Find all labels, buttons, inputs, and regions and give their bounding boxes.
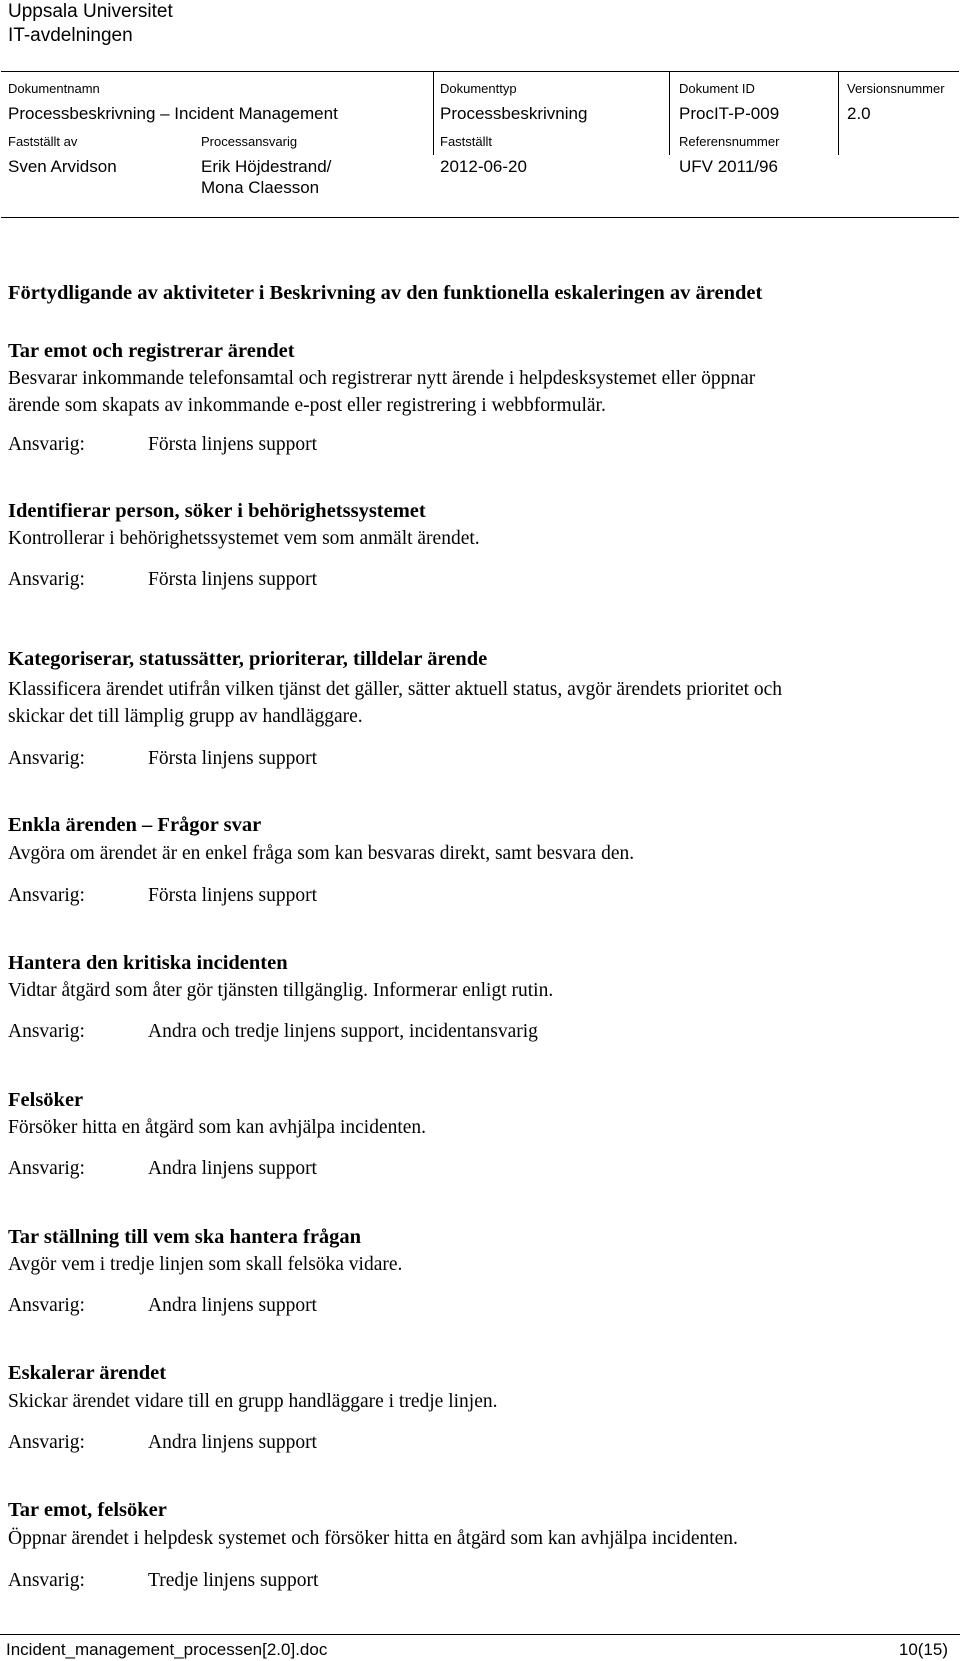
org-name: Uppsala Universitet xyxy=(8,1,173,22)
dokument-id-value: ProcIT-P-009 xyxy=(679,104,780,123)
section-heading: Eskalerar ärendet xyxy=(8,1362,167,1384)
document-metadata-table xyxy=(1,71,959,218)
section-heading: Kategoriserar, statussätter, prioriterar, tilldelar ärende xyxy=(8,648,488,670)
responsible-label: Ansvarig: xyxy=(8,434,85,455)
processansvarig-value-1: Erik Höjdestrand/ xyxy=(201,157,332,176)
footer-page-number: 10(15) xyxy=(898,1640,948,1659)
responsible-label: Ansvarig: xyxy=(8,1158,85,1179)
field-label: Referensnummer xyxy=(679,134,780,149)
section-body-line: Besvarar inkommande telefonsamtal och registrerar nytt ärende i helpdesksystemet eller öppnar xyxy=(8,368,756,389)
responsible-value: Första linjens support xyxy=(148,885,317,906)
section-heading: Enkla ärenden – Frågor svar xyxy=(8,814,262,836)
responsible-value: Andra linjens support xyxy=(148,1295,317,1316)
column-divider xyxy=(433,72,434,155)
section-body-line: ärende som skapats av inkommande e-post eller registrering i webbformulär. xyxy=(8,395,606,416)
dokumentnamn-value: Processbeskrivning – Incident Management xyxy=(8,104,338,123)
section-body-line: Öppnar ärendet i helpdesk systemet och försöker hitta en åtgärd som kan avhjälpa incidenten. xyxy=(8,1528,738,1549)
responsible-value: Första linjens support xyxy=(148,748,317,769)
responsible-label: Ansvarig: xyxy=(8,1432,85,1453)
field-label: Dokument ID xyxy=(679,81,755,96)
field-label: Fastställt xyxy=(440,134,493,149)
section-body-line: Skickar ärendet vidare till en grupp handläggare i tredje linjen. xyxy=(8,1391,498,1412)
page-footer xyxy=(0,1634,960,1661)
section-body-line: Vidtar åtgärd som åter gör tjänsten tillgänglig. Informerar enligt rutin. xyxy=(8,980,554,1001)
footer-filename: Incident_management_processen[2.0].doc xyxy=(6,1640,328,1659)
section-heading: Tar emot och registrerar ärendet xyxy=(8,340,295,362)
responsible-value: Andra och tredje linjens support, incidentansvarig xyxy=(148,1021,538,1042)
section-heading: Identifierar person, söker i behörighetssystemet xyxy=(8,500,426,522)
responsible-label: Ansvarig: xyxy=(8,1570,85,1591)
section-body-line: skickar det till lämplig grupp av handläggare. xyxy=(8,706,363,727)
responsible-label: Ansvarig: xyxy=(8,885,85,906)
column-divider xyxy=(669,72,670,155)
section-body-line: Försöker hitta en åtgärd som kan avhjälpa incidenten. xyxy=(8,1117,427,1138)
section-body-line: Klassificera ärendet utifrån vilken tjänst det gäller, sätter aktuell status, avgör ärendets prioritet och xyxy=(8,679,783,700)
responsible-value: Första linjens support xyxy=(148,434,317,455)
section-body-line: Avgöra om ärendet är en enkel fråga som kan besvaras direkt, samt besvara den. xyxy=(8,843,635,864)
referensnummer-value: UFV 2011/96 xyxy=(679,157,778,176)
field-dokumentnamn xyxy=(8,81,100,96)
field-label: Versionsnummer xyxy=(847,81,945,96)
document-title: Förtydligande av aktiviteter i Beskrivning av den funktionella eskaleringen av ärendet xyxy=(8,282,763,304)
dokumenttyp-value: Processbeskrivning xyxy=(440,104,588,123)
faststallt-av-value: Sven Arvidson xyxy=(8,157,117,176)
field-label: Dokumentnamn xyxy=(8,81,100,96)
responsible-value: Första linjens support xyxy=(148,569,317,590)
section-heading: Tar emot, felsöker xyxy=(8,1499,167,1521)
field-label: Processansvarig xyxy=(201,134,298,149)
processansvarig-value-2: Mona Claesson xyxy=(201,178,320,197)
section-heading: Hantera den kritiska incidenten xyxy=(8,952,288,974)
responsible-label: Ansvarig: xyxy=(8,748,85,769)
responsible-label: Ansvarig: xyxy=(8,1295,85,1316)
responsible-value: Andra linjens support xyxy=(148,1158,317,1179)
responsible-value: Andra linjens support xyxy=(148,1432,317,1453)
section-heading: Felsöker xyxy=(8,1089,84,1111)
responsible-label: Ansvarig: xyxy=(8,1021,85,1042)
section-heading: Tar ställning till vem ska hantera frågan xyxy=(8,1226,362,1248)
column-divider xyxy=(838,72,839,155)
field-label: Dokumenttyp xyxy=(440,81,517,96)
department-name: IT-avdelningen xyxy=(8,25,133,46)
responsible-value: Tredje linjens support xyxy=(148,1570,319,1591)
organization-header xyxy=(8,0,173,48)
field-label: Fastställt av xyxy=(8,134,78,149)
section-body-line: Avgör vem i tredje linjen som skall felsöka vidare. xyxy=(8,1254,403,1275)
faststallt-value: 2012-06-20 xyxy=(440,157,527,176)
section-body-line: Kontrollerar i behörighetssystemet vem som anmält ärendet. xyxy=(8,528,480,549)
versionsnummer-value: 2.0 xyxy=(847,104,871,123)
responsible-label: Ansvarig: xyxy=(8,569,85,590)
